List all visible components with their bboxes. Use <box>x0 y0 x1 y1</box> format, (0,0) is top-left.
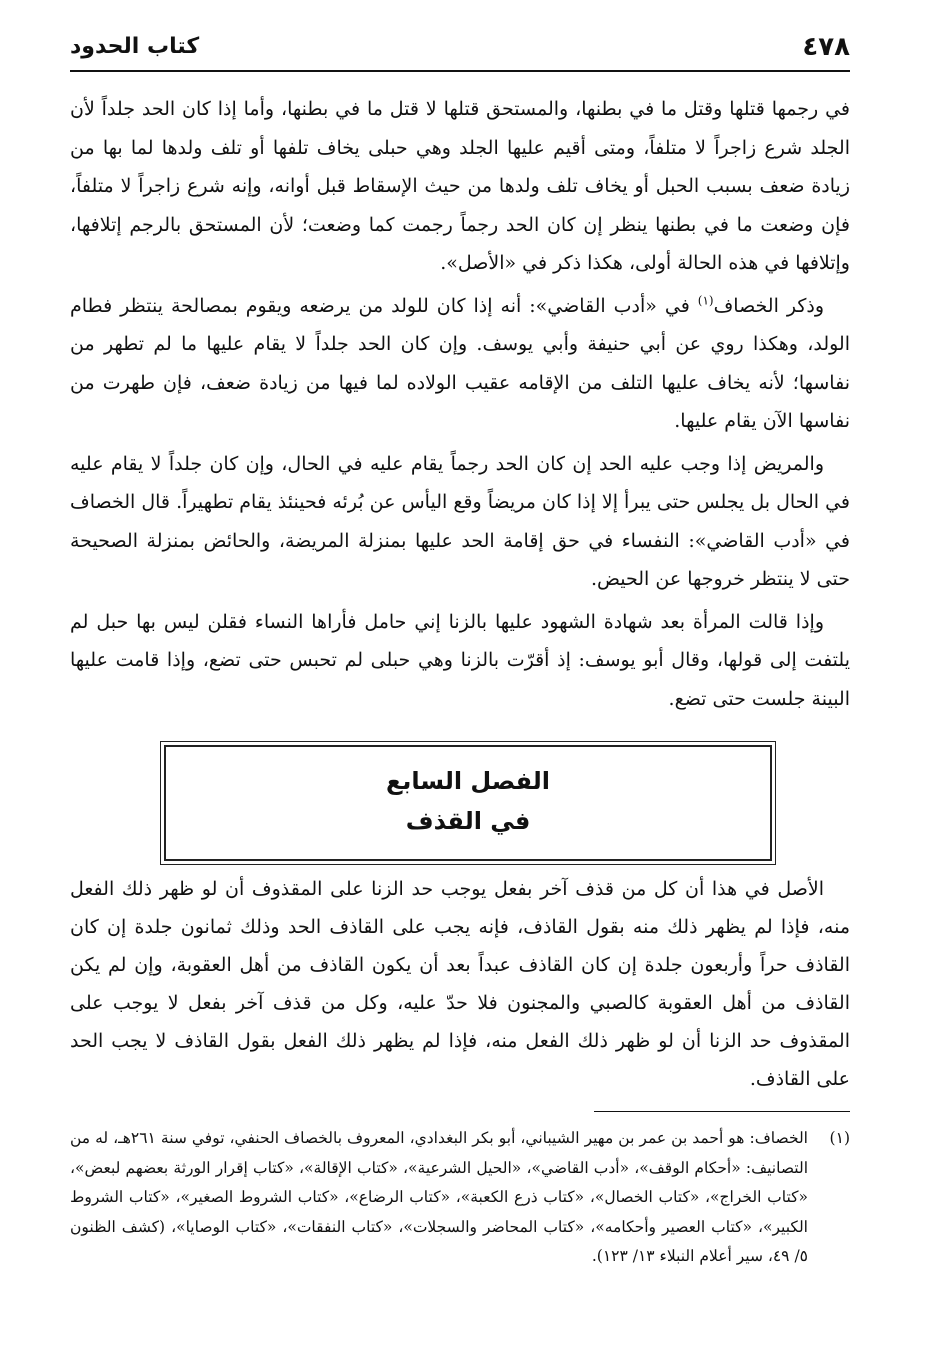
main-text-section-2 <box>70 870 850 1098</box>
paragraph-1: في رجمها قتلها وقتل ما في بطنها، والمستحق قتلها لا قتل ما في بطنها، وأما إذا كان الحد جلداً لأن الجلد شرع زاجراً لا متلفاً، ومتى أقيم عليها الجلد وهي حبلى يخاف تلفها أو تلف ولدها لما بها من زيادة ضعف بسبب الحبل أو يخاف تلف ولدها من حيث الإسقاط قبل أوانه، وإنه شرع زاجراً لا متلفاً، فإن وضعت ما في بطنها ينظر إن كان الحد رجماً رجمت كما وضعت؛ لأن المستحق بالرجم إتلافها، وإتلافها في هذه الحالة أولى، هكذا ذكر في «الأصل». <box>70 98 850 274</box>
main-text-section-1 <box>70 90 850 722</box>
paragraph-4: وإذا قالت المرأة بعد شهادة الشهود عليها بالزنا إني حامل فأراها النساء فقلن ليس بها حبل لم يلتفت إلى قولها، وقال أبو يوسف: إذ أقرّت بالزنا وهي حبلى لم تحبس حتى تضع، وإذا قامت عليها البينة جلست حتى تضع. <box>70 610 850 710</box>
chapter-heading-box <box>164 745 772 861</box>
page-header <box>70 28 850 68</box>
footnote-marker: (١) <box>829 1129 850 1147</box>
footnote-text: الخصاف: هو أحمد بن عمر بن مهير الشيباني، أبو بكر البغدادي، المعروف بالخصاف الحنفي، توفي سنة ٢٦١هـ، له من التصانيف: «أحكام الوقف»، «أدب القاضي»، «الحيل الشرعية»، «كتاب الإقالة»، «كتاب إقرار الورثة بعضهم لبعض»، «كتاب الخراج»، «كتاب الخصال»، «كتاب ذرع الكعبة»، «كتاب الرضاع»، «كتاب الشروط الصغير»، «كتاب الشروط الكبير»، «كتاب العصير وأحكامه»، «كتاب المحاضر والسجلات»، «كتاب النفقات»، «كتاب الوصايا»، (كشف الظنون ٥/ ٤٩، سير أعلام النبلاء ١٣/ ١٢٣). <box>70 1129 808 1265</box>
footnote-reference[interactable]: (١) <box>697 293 714 308</box>
footnote-separator <box>594 1111 850 1112</box>
chapter-title: الفصل السابع <box>385 767 550 795</box>
chapter-subtitle: في القذف <box>405 807 531 835</box>
header-rule <box>70 70 850 72</box>
page-number: ٤٧٨ <box>802 32 850 62</box>
paragraph-3: والمريض إذا وجب عليه الحد إن كان الحد رجماً يقام عليه في الحال، وإن كان جلداً لا يقام عليه في الحال بل يجلس حتى يبرأ إلا إذا كان مريضاً وقع اليأس عن بُرئه فحينئذ يقام تطهيراً. قال الخصاف في «أدب القاضي»: النفساء في حق إقامة الحد عليها بمنزلة المريضة، والحائض بمنزلة الصحيحة حتى لا ينتظر خروجها عن الحيض. <box>70 452 850 590</box>
footnotes <box>70 1124 850 1272</box>
paragraph-2-start: وذكر الخصاف <box>713 294 824 317</box>
paragraph-5: الأصل في هذا أن كل من قذف آخر بفعل يوجب حد الزنا على المقذوف أن لو ظهر ذلك الفعل منه، فإذا لم يظهر ذلك منه بقول القاذف، فإنه يجب على القاذف الحد وذلك ثمانون جلدة إن كان القاذف حراً وأربعون جلدة إن كان القاذف عبداً بعد أن يكون القاذف من أهل العقوبة، وإن لم يكن القاذف من أهل العقوبة كالصبي والمجنون فلا حدّ عليه، وكل من قذف آخر بفعل لا يوجب على المقذوف حد الزنا أن لو ظهر ذلك الفعل منه، فإذا لم يظهر ذلك الفعل بقول القاذف لا يجب الحد على القاذف. <box>70 878 850 1090</box>
paragraph-2 <box>70 287 850 441</box>
paragraph-2-rest: في «أدب القاضي»: أنه إذا كان للولد من يرضعه ويقوم بمصالحة ينتظر فطام الولد، وهكذا روي عن أبي حنيفة وأبي يوسف. وإن كان الحد جلداً لا يقام عليها ما لم تطهر من نفاسها؛ لأنه يخاف عليها التلف من الإقامه عقيب الولاده لما فيها من زيادة ضعف، فإن طهرت من نفاسها الآن يقام عليها. <box>70 294 850 432</box>
footnote-1 <box>70 1124 850 1272</box>
running-title: كتاب الحدود <box>70 34 200 59</box>
